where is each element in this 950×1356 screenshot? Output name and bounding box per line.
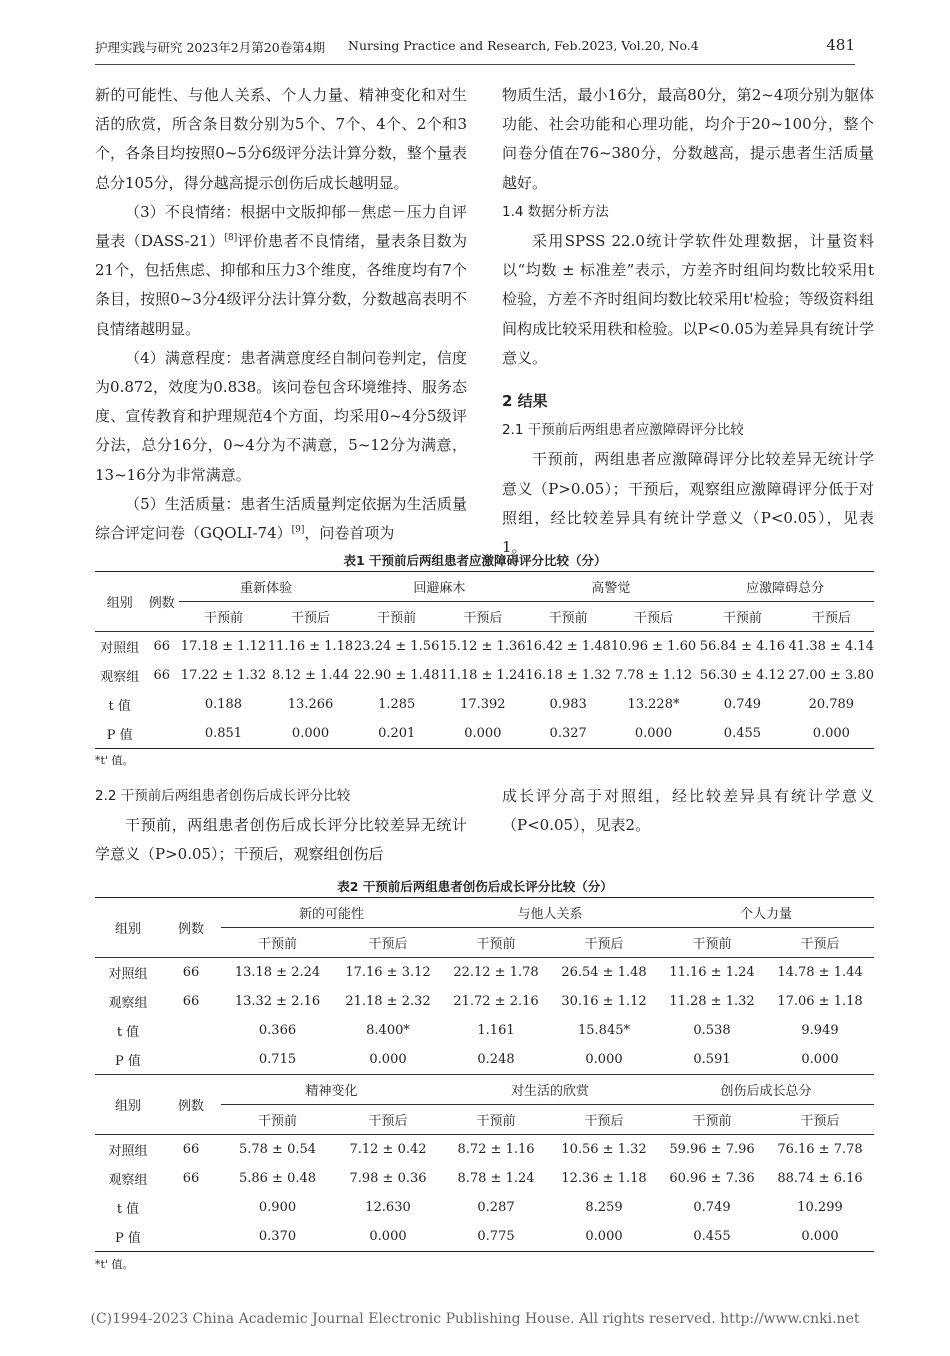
table2-header-group-2: 组别 [95, 1075, 161, 1135]
table-row [95, 1193, 874, 1222]
table-cell: 16.18 ± 1.32 [525, 668, 611, 683]
row-count: 66 [182, 1171, 200, 1186]
table-cell: 1.161 [477, 1023, 515, 1038]
table-cell: 22.12 ± 1.78 [442, 958, 550, 988]
heading-2-1: 2.1 干预前后两组患者应激障碍评分比较 [502, 422, 744, 439]
table-cell: 8.12 ± 1.44 [272, 668, 350, 683]
table-cell: 59.96 ± 7.96 [658, 1135, 766, 1165]
table-cell: 10.299 [797, 1200, 843, 1215]
table-cell: 12.630 [365, 1200, 411, 1215]
citation-9[interactable]: [9] [291, 525, 305, 536]
paragraph-satisfaction: （4）满意程度：患者满意度经自制问卷判定，信度为0.872，效度为0.838。该问卷包含环境维持、服务态度、宣传教育和护理规范4个方面，均采用0~4分5级评分法，总分16分，0~4分为不满意，5~12分为满意，13~16分为非常满意。 [95, 348, 467, 484]
table-cell: 0.287 [477, 1200, 515, 1215]
row-label: 对照组 [95, 632, 144, 662]
left-column [95, 81, 467, 548]
heading-2-2: 2.2 干预前后两组患者创伤后成长评分比较 [95, 788, 351, 804]
table-cell: 27.00 ± 3.80 [788, 668, 874, 683]
table1-sub-header: 干预后 [463, 611, 503, 626]
table-cell: 17.18 ± 1.12 [179, 632, 268, 662]
table-row [95, 1045, 874, 1075]
paragraph-stats: 采用SPSS 22.0统计学软件处理数据，计量资料以“均数 ± 标准差”表示，方差齐时组间均数比较采用t检验，方差不齐时组间均数比较采用t'检验；等级资料组间构成比较采用秩和检验。以P<0.05为差异具有统计学意义。 [502, 232, 874, 367]
table-cell: 76.16 ± 7.78 [766, 1135, 874, 1165]
table-cell: 21.18 ± 2.32 [345, 994, 431, 1009]
row-label: 对照组 [95, 1135, 161, 1165]
table1-sub-header: 干预后 [291, 611, 331, 626]
table-cell: 0.248 [477, 1052, 515, 1067]
table1-sub-header: 干预前 [377, 611, 417, 626]
section-2-2-right [502, 782, 874, 840]
table-cell: 56.84 ± 4.16 [696, 632, 789, 662]
table1-group-header: 高警觉 [526, 572, 697, 602]
table2-group-header: 精神变化 [221, 1075, 442, 1105]
row-count: 66 [153, 668, 171, 683]
section-2-2-left [95, 782, 467, 870]
table-cell: 17.22 ± 1.32 [180, 668, 267, 683]
table-cell: 14.78 ± 1.44 [766, 958, 874, 988]
table-cell: 21.72 ± 2.16 [453, 994, 539, 1009]
row-count [161, 1193, 221, 1222]
table-cell: 0.983 [549, 697, 587, 712]
table-cell: 11.16 ± 1.24 [658, 958, 766, 988]
paragraph-results-2-2: 干预前，两组患者创伤后成长评分比较差异无统计学意义（P>0.05）；干预后，观察组创伤后 [95, 816, 467, 864]
table-cell: 8.72 ± 1.16 [442, 1135, 550, 1165]
row-label: P 值 [115, 1054, 141, 1069]
table2-group-header: 对生活的欣赏 [442, 1075, 658, 1105]
table-cell: 11.16 ± 1.18 [268, 632, 353, 662]
table-cell: 0.749 [693, 1200, 731, 1215]
paragraph-results-2-1: 干预前，两组患者应激障碍评分比较差异无统计学意义（P>0.05）；干预后，观察组应激障碍评分低于对照组，经比较差异具有统计学意义（P<0.05），见表1。 [502, 450, 874, 557]
copyright-footer: (C)1994-2023 China Academic Journal Electronic Publishing House. All rights reserved. http://www.cnki.net [90, 1311, 860, 1327]
table2-sub-header: 干预后 [584, 937, 624, 952]
table-cell: 13.228* [627, 697, 680, 712]
table-cell: 13.32 ± 2.16 [234, 994, 321, 1009]
table2 [95, 897, 874, 1252]
table1-sub-header: 干预前 [722, 611, 762, 626]
table2-group-header: 创伤后成长总分 [658, 1075, 874, 1105]
table-cell: 17.392 [460, 697, 506, 712]
row-label: 观察组 [100, 670, 140, 685]
table-row [95, 632, 874, 662]
table-row [95, 987, 874, 1016]
table-cell: 11.18 ± 1.24 [440, 668, 526, 683]
row-count [161, 1045, 221, 1075]
table1-group-header: 应激障碍总分 [696, 572, 874, 602]
paragraph-results-2-2-cont: 成长评分高于对照组，经比较差异具有统计学意义（P<0.05），见表2。 [502, 787, 874, 835]
table-cell: 30.16 ± 1.12 [561, 994, 647, 1009]
table-cell: 0.370 [221, 1222, 334, 1252]
table-cell: 15.845* [578, 1023, 630, 1038]
table-cell: 8.78 ± 1.24 [457, 1171, 535, 1186]
row-label: 观察组 [108, 1173, 148, 1188]
table2-sub-header: 干预前 [476, 1114, 516, 1129]
table1-sub-header: 干预前 [203, 611, 243, 626]
table-cell: 13.266 [287, 697, 334, 712]
table-cell: 56.30 ± 4.12 [699, 668, 786, 683]
table-row [95, 719, 874, 749]
table2-sub-header: 干预前 [257, 1114, 297, 1129]
table-cell: 0.000 [789, 719, 874, 749]
paragraph-qol-cont: 物质生活，最小16分，最高80分，第2~4项分别为躯体功能、社会功能和心理功能，均介于20~100分，整个问卷分值在76~380分，分数越高，提示患者生活质量越好。 [502, 86, 874, 192]
table-cell: 0.000 [611, 719, 696, 749]
table2-group-header: 个人力量 [658, 898, 874, 928]
table-cell: 0.000 [440, 719, 525, 749]
table-row [95, 958, 874, 988]
table-cell: 13.18 ± 2.24 [221, 958, 334, 988]
paragraph-qol: （5）生活质量：患者生活质量判定依据为生活质量综合评定问卷（GQOLI-74）[9]，问卷首项为 [95, 494, 467, 543]
row-label: P 值 [95, 1222, 161, 1252]
table2-caption: 表2 干预前后两组患者创伤后成长评分比较（分） [337, 879, 613, 894]
table-cell: 60.96 ± 7.36 [669, 1171, 755, 1186]
table1-caption: 表1 干预前后两组患者应激障碍评分比较（分） [343, 553, 607, 568]
table2-sub-header: 干预前 [692, 937, 732, 952]
table-cell: 0.851 [179, 719, 268, 749]
table-row [95, 1164, 874, 1193]
heading-2: 2 结果 [502, 392, 548, 411]
table1-sub-header: 干预前 [548, 611, 588, 626]
table-row [95, 1016, 874, 1045]
table-cell: 26.54 ± 1.48 [550, 958, 658, 988]
table-cell: 0.000 [268, 719, 353, 749]
header-rule [95, 64, 855, 65]
table-cell: 0.455 [696, 719, 789, 749]
table-cell: 9.949 [801, 1023, 839, 1038]
table-cell: 0.000 [801, 1052, 839, 1067]
table2-header-n: 例数 [161, 898, 221, 958]
table2-header-group: 组别 [95, 898, 161, 958]
table-cell: 5.78 ± 0.54 [221, 1135, 334, 1165]
table-cell: 0.327 [526, 719, 611, 749]
table1-header-n: 例数 [144, 572, 179, 632]
table-cell: 20.789 [808, 697, 855, 712]
table-cell: 0.201 [353, 719, 440, 749]
table2-header-n-2: 例数 [161, 1075, 221, 1135]
table-cell: 15.12 ± 1.36 [440, 632, 525, 662]
row-count [144, 719, 179, 749]
table2-sub-header: 干预前 [692, 1114, 732, 1129]
table-cell: 0.455 [658, 1222, 766, 1252]
table2-sub-header: 干预后 [800, 1114, 840, 1129]
table1-sub-header: 干预后 [633, 611, 673, 626]
table-cell: 0.000 [550, 1222, 658, 1252]
table2-group-header: 新的可能性 [221, 898, 442, 928]
table-row [95, 1135, 874, 1165]
row-label: 对照组 [95, 958, 161, 988]
table1-group-header: 重新体验 [179, 572, 353, 602]
table-cell: 88.74 ± 6.16 [777, 1171, 863, 1186]
row-count: 66 [182, 994, 200, 1009]
table1 [95, 571, 874, 749]
row-label: t 值 [116, 1202, 140, 1217]
table1-header-group: 组别 [95, 572, 144, 632]
citation-8[interactable]: [8] [224, 233, 238, 244]
table-row [95, 1222, 874, 1252]
row-count [161, 1016, 221, 1045]
table2-sub-header: 干预前 [257, 937, 297, 952]
table-cell: 17.16 ± 3.12 [334, 958, 442, 988]
table-cell: 0.749 [723, 697, 762, 712]
heading-1-4: 1.4 数据分析方法 [502, 203, 609, 220]
table-cell: 22.90 ± 1.48 [354, 668, 440, 683]
table-cell: 0.366 [258, 1023, 297, 1038]
table-cell: 0.000 [585, 1052, 623, 1067]
table2-sub-header: 干预后 [368, 937, 408, 952]
paragraph-dass: （3）不良情绪：根据中文版抑郁－焦虑－压力自评量表（DASS-21）[8]评价患者不良情绪，量表条目数为21个，包括焦虑、抑郁和压力3个维度，各维度均有7个条目，按照0~3分4级评分法计算分数，分数越高表明不良情绪越明显。 [95, 202, 467, 338]
table2-group-header: 与他人关系 [442, 898, 658, 928]
table-cell: 5.86 ± 0.48 [238, 1171, 317, 1186]
table2-note: *t' 值。 [95, 1258, 134, 1271]
table2-sub-header: 干预后 [368, 1114, 408, 1129]
table-row [95, 690, 874, 719]
row-count: 66 [144, 632, 179, 662]
running-header [95, 38, 855, 56]
table-cell: 11.28 ± 1.32 [669, 994, 755, 1009]
row-count [161, 1222, 221, 1252]
table-cell: 0.188 [204, 697, 243, 712]
right-column [502, 81, 874, 562]
row-label: t 值 [108, 699, 131, 714]
row-label: t 值 [116, 1025, 140, 1040]
page-number: 481 [826, 36, 855, 54]
row-label: 观察组 [108, 996, 148, 1011]
table-cell: 10.96 ± 1.60 [611, 632, 696, 662]
table-cell: 17.06 ± 1.18 [777, 994, 863, 1009]
table1-sub-header: 干预后 [811, 611, 851, 626]
table2-sub-header: 干预后 [584, 1114, 624, 1129]
table-cell: 0.591 [693, 1052, 731, 1067]
table-cell: 8.259 [585, 1200, 623, 1215]
table-cell: 7.12 ± 0.42 [334, 1135, 442, 1165]
table2-sub-header: 干预前 [476, 937, 516, 952]
table-cell: 0.715 [258, 1052, 297, 1067]
table2-sub-header: 干预后 [800, 937, 840, 952]
table-cell: 0.538 [693, 1023, 731, 1038]
table-cell: 0.000 [766, 1222, 874, 1252]
table-cell: 7.98 ± 0.36 [349, 1171, 427, 1186]
row-label: P 值 [95, 719, 144, 749]
journal-info-cn: 护理实践与研究 2023年2月第20卷第4期 [95, 40, 326, 55]
table-cell: 0.900 [258, 1200, 297, 1215]
paragraph-ptgi-desc: 新的可能性、与他人关系、个人力量、精神变化和对生活的欣赏，所含条目数分别为5个、7个、4个、2个和3个，各条目均按照0~5分6级评分法计算分数，整个量表总分105分，得分越高提示创伤后成长越明显。 [95, 86, 467, 192]
table-cell: 23.24 ± 1.56 [353, 632, 440, 662]
table-cell: 1.285 [378, 697, 416, 712]
table1-group-header: 回避麻木 [353, 572, 525, 602]
table-row [95, 661, 874, 690]
table-cell: 41.38 ± 4.14 [789, 632, 874, 662]
table-cell: 0.000 [369, 1052, 407, 1067]
row-count: 66 [161, 958, 221, 988]
row-count: 66 [161, 1135, 221, 1165]
row-count [144, 690, 179, 719]
table-cell: 7.78 ± 1.12 [614, 668, 693, 683]
journal-info-en: Nursing Practice and Research, Feb.2023, Vol.20, No.4 [348, 38, 699, 53]
table-cell: 0.000 [334, 1222, 442, 1252]
table-cell: 12.36 ± 1.18 [561, 1171, 647, 1186]
table-cell: 0.775 [442, 1222, 550, 1252]
table1-note: *t' 值。 [95, 754, 134, 767]
table-cell: 10.56 ± 1.32 [550, 1135, 658, 1165]
table-cell: 16.42 ± 1.48 [526, 632, 611, 662]
table-cell: 8.400* [366, 1023, 410, 1038]
